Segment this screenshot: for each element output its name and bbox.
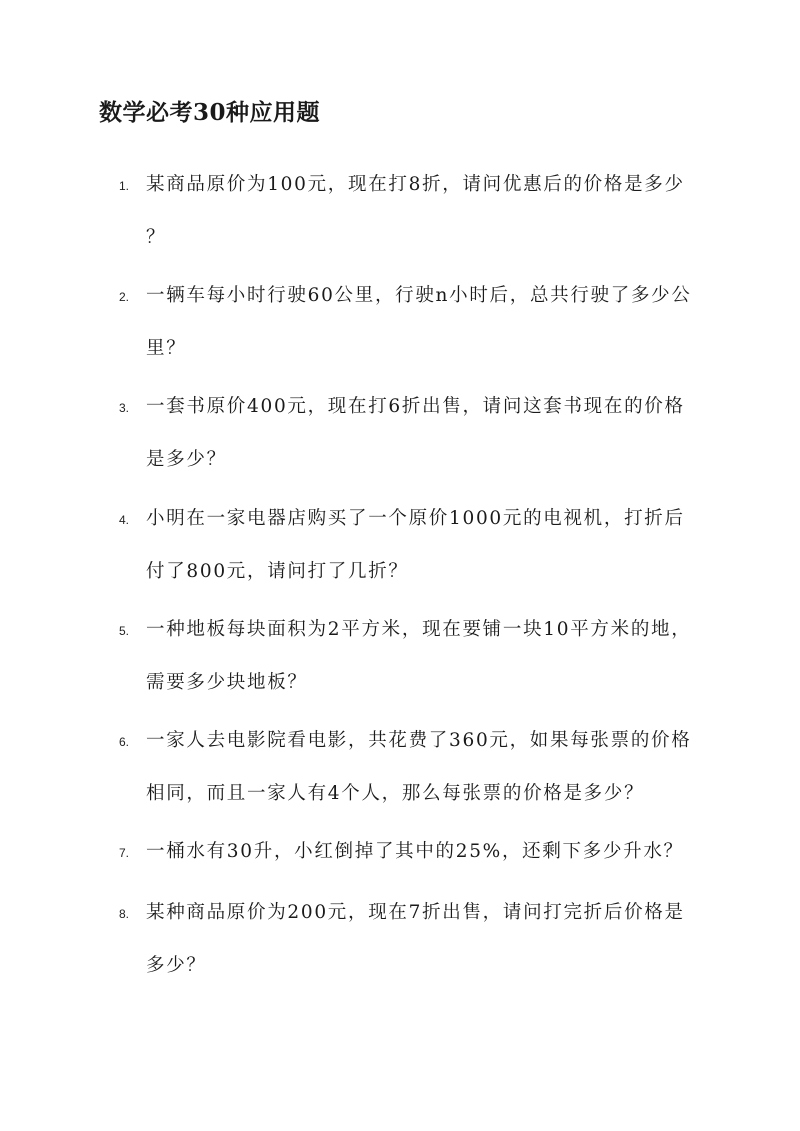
- question-text-line: ？: [146, 227, 167, 248]
- question-text-line: 需要多少块地板？: [146, 672, 308, 693]
- question-text-line: 一套书原价400元，现在打6折出售，请问这套书现在的价格: [146, 396, 685, 417]
- question-text-line: 某商品原价为100元，现在打8折，请问优惠后的价格是多少: [146, 174, 685, 195]
- question-text-line: 小明在一家电器店购买了一个原价1000元的电视机，打折后: [146, 508, 685, 529]
- question-number: 7.: [119, 846, 130, 860]
- question-text-line: 一桶水有30升，小红倒掉了其中的25%，还剩下多少升水？: [146, 841, 684, 862]
- question-text-line: 一家人去电影院看电影，共花费了360元，如果每张票的价格: [146, 730, 692, 751]
- question-text-line: 里？: [146, 338, 187, 359]
- question-text-line: 相同，而且一家人有4个人，那么每张票的价格是多少？: [146, 783, 645, 804]
- question-text-line: 是多少？: [146, 449, 227, 470]
- question-number: 5.: [119, 624, 130, 638]
- question-number: 6.: [119, 735, 130, 749]
- question-number: 3.: [119, 401, 130, 415]
- question-number: 8.: [119, 907, 130, 921]
- question-number: 2.: [119, 290, 130, 304]
- question-number: 4.: [119, 513, 130, 527]
- question-text-line: 某种商品原价为200元，现在7折出售，请问打完折后价格是: [146, 902, 685, 923]
- question-number: 1.: [119, 179, 130, 193]
- question-text-line: 一辆车每小时行驶60公里，行驶n小时后，总共行驶了多少公: [146, 285, 692, 306]
- question-text-line: 多少？: [146, 955, 207, 976]
- page-title: 数学必考30种应用题: [99, 99, 321, 126]
- question-text-line: 付了800元，请问打了几折？: [146, 561, 409, 582]
- question-text-line: 一种地板每块面积为2平方米，现在要铺一块10平方米的地，: [146, 619, 692, 640]
